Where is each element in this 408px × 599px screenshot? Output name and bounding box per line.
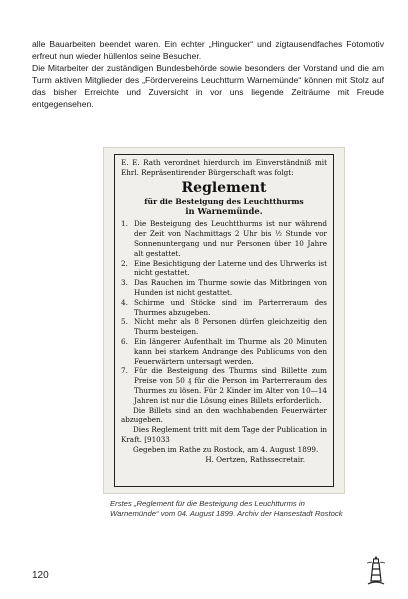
rule-text: Eine Besichtigung der Laterne und des Uhrwerks ist nicht gestattet.: [134, 258, 327, 278]
page-number: 120: [32, 570, 49, 581]
clipping-tail: Die Billets sind an den wachhabenden Feuerwärter abzugeben.: [121, 405, 327, 425]
clipping-subtitle-place: in Warnemünde.: [185, 206, 263, 217]
rule-number: 3.: [121, 278, 128, 288]
rule-item: [121, 259, 327, 279]
clipping-tail: Dies Reglement tritt mit dem Tage der Publication in Kraft. [91033: [121, 425, 327, 444]
rule-item: [121, 317, 327, 337]
clipping-text: [121, 158, 327, 464]
intro-text: [32, 38, 384, 110]
rule-item: [121, 298, 327, 318]
clipping-title: Reglement: [181, 179, 267, 196]
rule-text: Für die Besteigung des Thurms sind Billette zum Preise von 50 ₰ für die Person im Parterreraum des Thurmes zu lösen. Für 2 Kinder im Alter von 10—14 Jahren ist nur die Lösung eines Billets erforderlich.: [134, 366, 327, 405]
rule-text: Ein längerer Aufenthalt im Thurme als 20 Minuten kann bei starkem Andrange des Publicums von den Feuerwärtern untersagt werden.: [134, 336, 327, 366]
rule-number: 5.: [121, 317, 128, 327]
rule-text: Die Besteigung des Leuchtthurms ist nur während der Zeit von Nachmittags 2 Uhr bis ½ Stunde vor Sonnenuntergang und nur Personen über 10 Jahre alt gestattet.: [134, 219, 327, 258]
rule-number: 1.: [121, 219, 128, 229]
rule-item: [121, 219, 327, 258]
rule-number: 6.: [121, 336, 128, 346]
rule-number: 4.: [121, 297, 128, 307]
rule-number: 2.: [121, 258, 128, 268]
rules-list: [121, 219, 327, 405]
rule-item: [121, 278, 327, 298]
clipping-tail: Gegeben im Rathe zu Rostock, am 4. August 1899.: [133, 444, 319, 454]
figure-caption: Erstes „Reglement für die Besteigung des Leuchtturms in Warnemünde“ vom 04. August 1899. Archiv der Hansestadt Rostock: [110, 499, 343, 518]
rule-text: Nicht mehr als 8 Personen dürfen gleichzeitig den Thurm besteigen.: [134, 317, 327, 337]
rule-item: [121, 366, 327, 405]
clipping-intro: E. E. Rath verordnet hierdurch im Einverständniß mit Ehrl. Repräsentirender Bürgerschaft was folgt:: [121, 158, 327, 177]
clipping-subtitle: für die Besteigung des Leuchtthurms: [144, 196, 304, 206]
intro-paragraph: Die Mitarbeiter der zuständigen Bundesbehörde sowie besonders der Vorstand und die am Turm aktiven Mitglieder des „Fördervereins Leuchtturm Warnemünde“ können mit Stolz auf das bisher Erreichte und Zuversicht in vor uns liegende Zeiträume mit Freude entgegensehen.: [32, 63, 384, 109]
clipping-frame: [114, 154, 334, 487]
rule-number: 7.: [121, 366, 128, 376]
rule-text: Schirme und Stöcke sind im Parterreraum des Thurmes abzugeben.: [134, 297, 327, 317]
rule-item: [121, 337, 327, 366]
rule-text: Das Rauchen im Thurme sowie das Mitbringen von Hunden ist nicht gestattet.: [134, 278, 327, 297]
intro-paragraph: alle Bauarbeiten beendet waren. Ein echter „Hingucker“ und zigtausendfaches Fotomotiv erfreut nun wieder hüllenlos seine Besucher.: [32, 39, 384, 61]
lighthouse-icon: [367, 555, 385, 585]
clipping-signature: H. Oertzen, Rathssecretair.: [205, 454, 305, 464]
newspaper-clipping: [104, 148, 344, 493]
